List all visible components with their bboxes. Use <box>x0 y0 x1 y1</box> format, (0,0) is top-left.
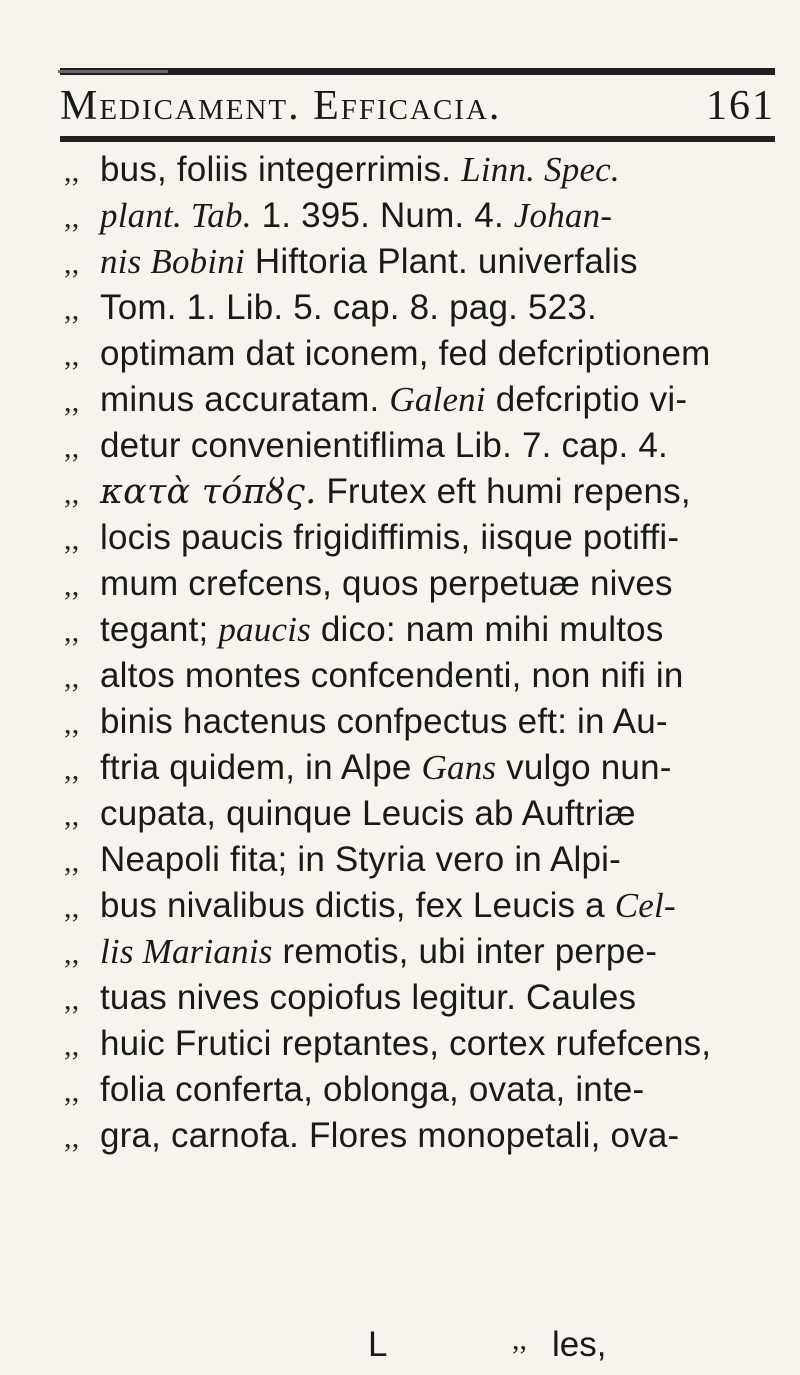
text-line <box>64 702 784 748</box>
body-text-block <box>64 150 784 1162</box>
roman-text: cupata, quinque Leucis ab Auftriæ <box>100 794 636 833</box>
text-line <box>64 518 784 564</box>
text-line <box>64 886 784 932</box>
running-head <box>60 82 775 132</box>
line-body <box>100 1116 679 1156</box>
line-body <box>100 840 621 880</box>
line-body <box>100 334 710 374</box>
catchword: les, <box>552 1325 607 1364</box>
text-line <box>64 610 784 656</box>
italic-text: Cel- <box>614 886 676 925</box>
line-body <box>100 1070 644 1110</box>
line-body <box>100 1024 711 1064</box>
roman-text: ftria quidem, in Alpe <box>100 748 422 787</box>
text-line <box>64 794 784 840</box>
roman-text: binis hactenus confpectus eft: in Au- <box>100 702 668 741</box>
roman-text: Frutex eft humi repens, <box>316 472 691 511</box>
page-footer <box>0 1325 800 1369</box>
quote-mark: ,, <box>64 247 80 280</box>
roman-text: remotis, ubi inter perpe- <box>272 932 658 971</box>
roman-text: optimam dat iconem, fed defcriptionem <box>100 334 711 373</box>
running-head-title: Medicament. Efficacia. <box>60 83 502 129</box>
roman-text: minus accuratam. <box>100 380 390 419</box>
line-body <box>100 702 668 742</box>
line-body <box>100 978 636 1018</box>
text-line <box>64 1070 784 1116</box>
header-rule <box>60 136 775 142</box>
roman-text: gra, carnofa. Flores monopetali, ova- <box>100 1116 680 1155</box>
quote-mark: ,, <box>64 385 80 418</box>
line-body <box>100 196 612 236</box>
italic-text: paucis <box>218 610 311 649</box>
line-body <box>100 564 673 604</box>
text-line <box>64 1116 784 1162</box>
text-line <box>64 1024 784 1070</box>
quote-mark: ,, <box>64 477 80 510</box>
text-line <box>64 748 784 794</box>
quote-mark: ,, <box>64 339 80 372</box>
roman-text: detur convenientiflima Lib. 7. cap. 4. <box>100 426 668 465</box>
line-body <box>100 426 668 466</box>
line-body <box>100 794 636 834</box>
catchword-quote-mark: ,, <box>512 1323 527 1356</box>
quote-mark: ,, <box>64 155 80 188</box>
roman-text: altos montes confcendenti, non nifi in <box>100 656 684 695</box>
roman-text: Tom. 1. Lib. 5. cap. 8. pag. 523. <box>100 288 597 327</box>
quote-mark: ,, <box>64 891 80 924</box>
text-line <box>64 840 784 886</box>
quote-mark: ,, <box>64 937 80 970</box>
quote-mark: ,, <box>64 845 80 878</box>
text-line <box>64 380 784 426</box>
top-border-rule-thin <box>58 70 168 73</box>
text-line <box>64 656 784 702</box>
roman-text: Hiftoria Plant. univerfalis <box>244 242 638 281</box>
quote-mark: ,, <box>64 1029 80 1062</box>
line-body <box>100 242 638 282</box>
quote-mark: ,, <box>64 569 80 602</box>
roman-text: vulgo nun- <box>496 748 672 787</box>
roman-text: tegant; <box>100 610 219 649</box>
roman-text: dico: nam mihi multos <box>310 610 664 649</box>
signature-mark: L <box>368 1325 388 1364</box>
italic-text: Linn. Spec. <box>461 150 620 189</box>
quote-mark: ,, <box>64 753 80 786</box>
quote-mark: ,, <box>64 983 80 1016</box>
roman-text: tuas nives copiofus legitur. Caules <box>100 978 637 1017</box>
roman-text: mum crefcens, quos perpetuæ nives <box>100 564 673 603</box>
page-number: 161 <box>706 83 775 129</box>
text-line <box>64 426 784 472</box>
line-body <box>100 886 676 926</box>
roman-text: bus, foliis integerrimis. <box>100 150 462 189</box>
quote-mark: ,, <box>64 293 80 326</box>
roman-text: defcriptio vi- <box>485 380 688 419</box>
italic-text: plant. Tab. <box>100 196 252 235</box>
roman-text: Neapoli fita; in Styria vero in Alpi- <box>100 840 621 879</box>
line-body <box>100 380 687 420</box>
roman-text: locis paucis frigidiffimis, iisque potiffi- <box>100 518 680 557</box>
line-body <box>100 748 672 788</box>
line-body <box>100 656 684 696</box>
quote-mark: ,, <box>64 1121 80 1154</box>
italic-text: nis Bobini <box>100 242 245 281</box>
italic-text: Galeni <box>389 380 486 419</box>
line-body <box>100 932 657 972</box>
text-line <box>64 196 784 242</box>
text-line <box>64 242 784 288</box>
text-line <box>64 564 784 610</box>
quote-mark: ,, <box>64 431 80 464</box>
text-line <box>64 978 784 1024</box>
quote-mark: ,, <box>64 1075 80 1108</box>
line-body <box>100 288 597 328</box>
roman-text: 1. 395. Num. 4. <box>251 196 514 235</box>
greek-text: κατὰ τόπȣς. <box>100 472 317 512</box>
text-line <box>64 472 784 518</box>
italic-text: Johan- <box>513 196 613 235</box>
italic-text: Gans <box>421 748 497 787</box>
italic-text: lis Marianis <box>100 932 273 971</box>
quote-mark: ,, <box>64 523 80 556</box>
line-body <box>100 518 679 558</box>
quote-mark: ,, <box>64 201 80 234</box>
quote-mark: ,, <box>64 661 80 694</box>
quote-mark: ,, <box>64 615 80 648</box>
text-line <box>64 932 784 978</box>
text-line <box>64 288 784 334</box>
text-line <box>64 334 784 380</box>
roman-text: huic Frutici reptantes, cortex rufefcens, <box>100 1024 712 1063</box>
line-body <box>100 610 664 650</box>
quote-mark: ,, <box>64 799 80 832</box>
roman-text: folia conferta, oblonga, ovata, inte- <box>100 1070 645 1109</box>
roman-text: bus nivalibus dictis, fex Leucis a <box>100 886 615 925</box>
line-body <box>100 150 620 190</box>
quote-mark: ,, <box>64 707 80 740</box>
line-body <box>100 472 691 512</box>
text-line <box>64 150 784 196</box>
